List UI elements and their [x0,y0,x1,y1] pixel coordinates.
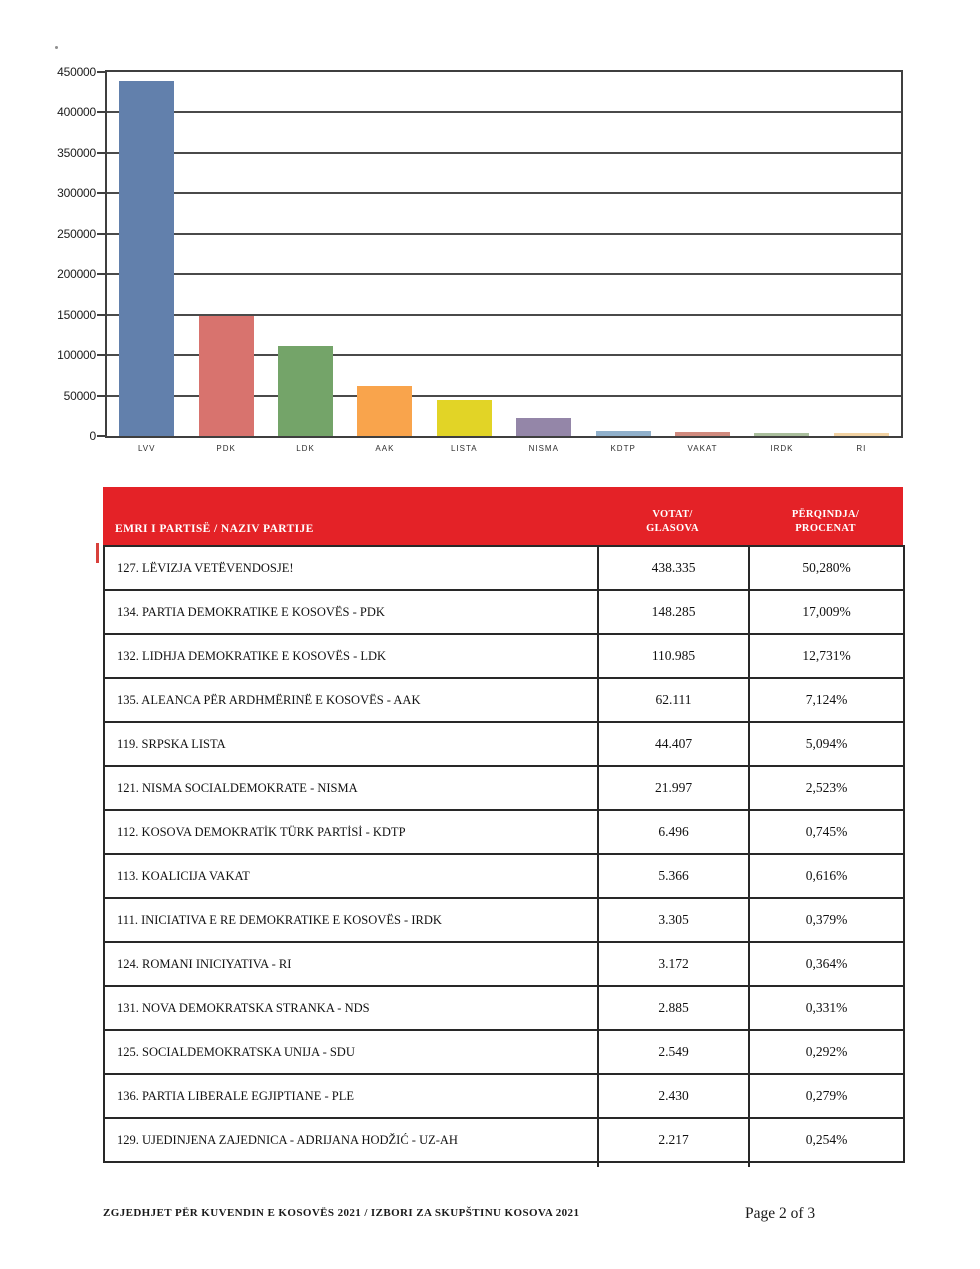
bar-LVV [119,81,174,436]
header-party-label: EMRI I PARTISË / NAZIV PARTIJE [115,523,314,535]
bar-NISMA [516,418,571,436]
table-header [103,487,903,545]
stray-mark [55,46,58,49]
bar-slot-PDK [186,72,265,436]
chart-bars [107,72,901,436]
y-tick-label-400000: 400000 [57,105,96,120]
y-tick-label-300000: 300000 [57,186,96,201]
x-tick-label-NISMA: NISMA [528,444,559,453]
y-tick-label-100000: 100000 [57,348,96,363]
table-row [104,634,904,678]
chart-plot-area [105,70,903,438]
percent-cell: 12,731% [749,634,904,678]
party-name-cell: 131. NOVA DEMOKRATSKA STRANKA - NDS [104,986,598,1030]
votes-cell: 6.496 [598,810,749,854]
percent-cell: 5,094% [749,722,904,766]
votes-cell: 44.407 [598,722,749,766]
votes-cell: 148.285 [598,590,749,634]
chart-x-axis-labels [107,444,901,453]
votes-cell: 2.885 [598,986,749,1030]
percent-cell: 0,292% [749,1030,904,1074]
red-edge-artifact [96,543,99,563]
party-name-cell: 135. ALEANCA PËR ARDHMËRINË E KOSOVËS - AAK [104,678,598,722]
table-row [104,722,904,766]
percent-cell: 0,745% [749,810,904,854]
x-tick-label-PDK: PDK [216,444,236,453]
y-tick-mark-450000 [97,71,105,73]
party-name-cell: 121. NISMA SOCIALDEMOKRATE - NISMA [104,766,598,810]
party-name-cell: 124. ROMANI INICIYATIVA - RI [104,942,598,986]
table-row [104,986,904,1030]
votes-cell: 3.305 [598,898,749,942]
votes-cell: 3.172 [598,942,749,986]
table-bottom-stub-1 [597,1161,599,1167]
y-tick-mark-100000 [97,354,105,356]
table-row [104,898,904,942]
x-tick-label-LISTA: LISTA [451,444,478,453]
bar-IRDK [754,433,809,436]
table-row [104,678,904,722]
bar-slot-AAK [345,72,424,436]
bar-slot-LISTA [425,72,504,436]
y-tick-mark-300000 [97,192,105,194]
table-row [104,590,904,634]
percent-cell: 2,523% [749,766,904,810]
bar-slot-RI [822,72,901,436]
header-votes-column [597,487,748,545]
y-tick-mark-0 [97,435,105,437]
bar-slot-LDK [266,72,345,436]
x-tick-label-IRDK: IRDK [770,444,794,453]
y-tick-mark-400000 [97,111,105,113]
y-tick-mark-250000 [97,233,105,235]
bar-slot-VAKAT [663,72,742,436]
table-row [104,546,904,590]
y-tick-label-150000: 150000 [57,307,96,322]
table-row [104,1030,904,1074]
bar-slot-IRDK [742,72,821,436]
table-bottom-stub-2 [748,1161,750,1167]
percent-cell: 50,280% [749,546,904,590]
votes-cell: 5.366 [598,854,749,898]
bar-KDTP [596,431,651,436]
header-percent-line1: PËRQINDJA/ [791,509,860,520]
x-tick-label-KDTP: KDTP [610,444,636,453]
page-number: Page 2 of 3 [745,1205,816,1222]
votes-cell: 21.997 [598,766,749,810]
y-tick-label-350000: 350000 [57,145,96,160]
votes-cell: 438.335 [598,546,749,590]
bar-slot-LVV [107,72,186,436]
header-percent-line2: PROCENAT [795,522,856,534]
table-row [104,766,904,810]
party-name-cell: 129. UJEDINJENA ZAJEDNICA - ADRIJANA HODŽIĆ - UZ-AH [104,1118,598,1162]
header-votes-line2: GLASOVA [646,522,699,534]
party-name-cell: 119. SRPSKA LISTA [104,722,598,766]
y-tick-label-50000: 50000 [63,388,96,403]
votes-cell: 110.985 [598,634,749,678]
percent-cell: 0,331% [749,986,904,1030]
y-tick-mark-350000 [97,152,105,154]
bar-slot-KDTP [583,72,662,436]
table-row [104,810,904,854]
footer-title: ZGJEDHJET PËR KUVENDIN E KOSOVËS 2021 / IZBORI ZA SKUPŠTINU KOSOVA 2021 [103,1207,580,1219]
votes-cell: 2.430 [598,1074,749,1118]
party-name-cell: 136. PARTIA LIBERALE EGJIPTIANE - PLE [104,1074,598,1118]
x-tick-label-RI: RI [856,444,867,453]
percent-cell: 7,124% [749,678,904,722]
bar-PDK [199,316,254,436]
y-tick-label-200000: 200000 [57,267,96,282]
party-name-cell: 125. SOCIALDEMOKRATSKA UNIJA - SDU [104,1030,598,1074]
table-row [104,1074,904,1118]
votes-cell: 2.217 [598,1118,749,1162]
x-tick-label-LDK: LDK [296,444,315,453]
x-tick-label-LVV: LVV [137,444,156,453]
header-party-column [103,487,597,545]
y-tick-mark-200000 [97,273,105,275]
table-row [104,854,904,898]
header-percent-column [748,487,903,545]
party-name-cell: 127. LËVIZJA VETËVENDOSJE! [104,546,598,590]
y-tick-label-0: 0 [89,429,96,443]
party-name-cell: 134. PARTIA DEMOKRATIKE E KOSOVËS - PDK [104,590,598,634]
y-tick-mark-50000 [97,395,105,397]
percent-cell: 17,009% [749,590,904,634]
percent-cell: 0,379% [749,898,904,942]
x-tick-label-VAKAT: VAKAT [687,444,718,453]
percent-cell: 0,616% [749,854,904,898]
percent-cell: 0,279% [749,1074,904,1118]
y-tick-mark-150000 [97,314,105,316]
percent-cell: 0,364% [749,942,904,986]
header-votes-line1: VOTAT/ [652,509,693,520]
table-row [104,1118,904,1162]
x-tick-label-AAK: AAK [375,444,395,453]
votes-cell: 62.111 [598,678,749,722]
table-row [104,942,904,986]
y-tick-label-250000: 250000 [57,226,96,241]
bar-slot-NISMA [504,72,583,436]
party-name-cell: 111. INICIATIVA E RE DEMOKRATIKE E KOSOVËS - IRDK [104,898,598,942]
y-tick-label-450000: 450000 [57,65,96,79]
party-name-cell: 113. KOALICIJA VAKAT [104,854,598,898]
percent-cell: 0,254% [749,1118,904,1162]
results-table-body [103,545,905,1163]
bar-RI [834,433,889,436]
bar-VAKAT [675,432,730,436]
bar-LISTA [437,400,492,436]
votes-cell: 2.549 [598,1030,749,1074]
party-name-cell: 112. KOSOVA DEMOKRATİK TÜRK PARTİSİ - KDTP [104,810,598,854]
bar-LDK [278,346,333,436]
party-name-cell: 132. LIDHJA DEMOKRATIKE E KOSOVËS - LDK [104,634,598,678]
bar-AAK [357,386,412,436]
